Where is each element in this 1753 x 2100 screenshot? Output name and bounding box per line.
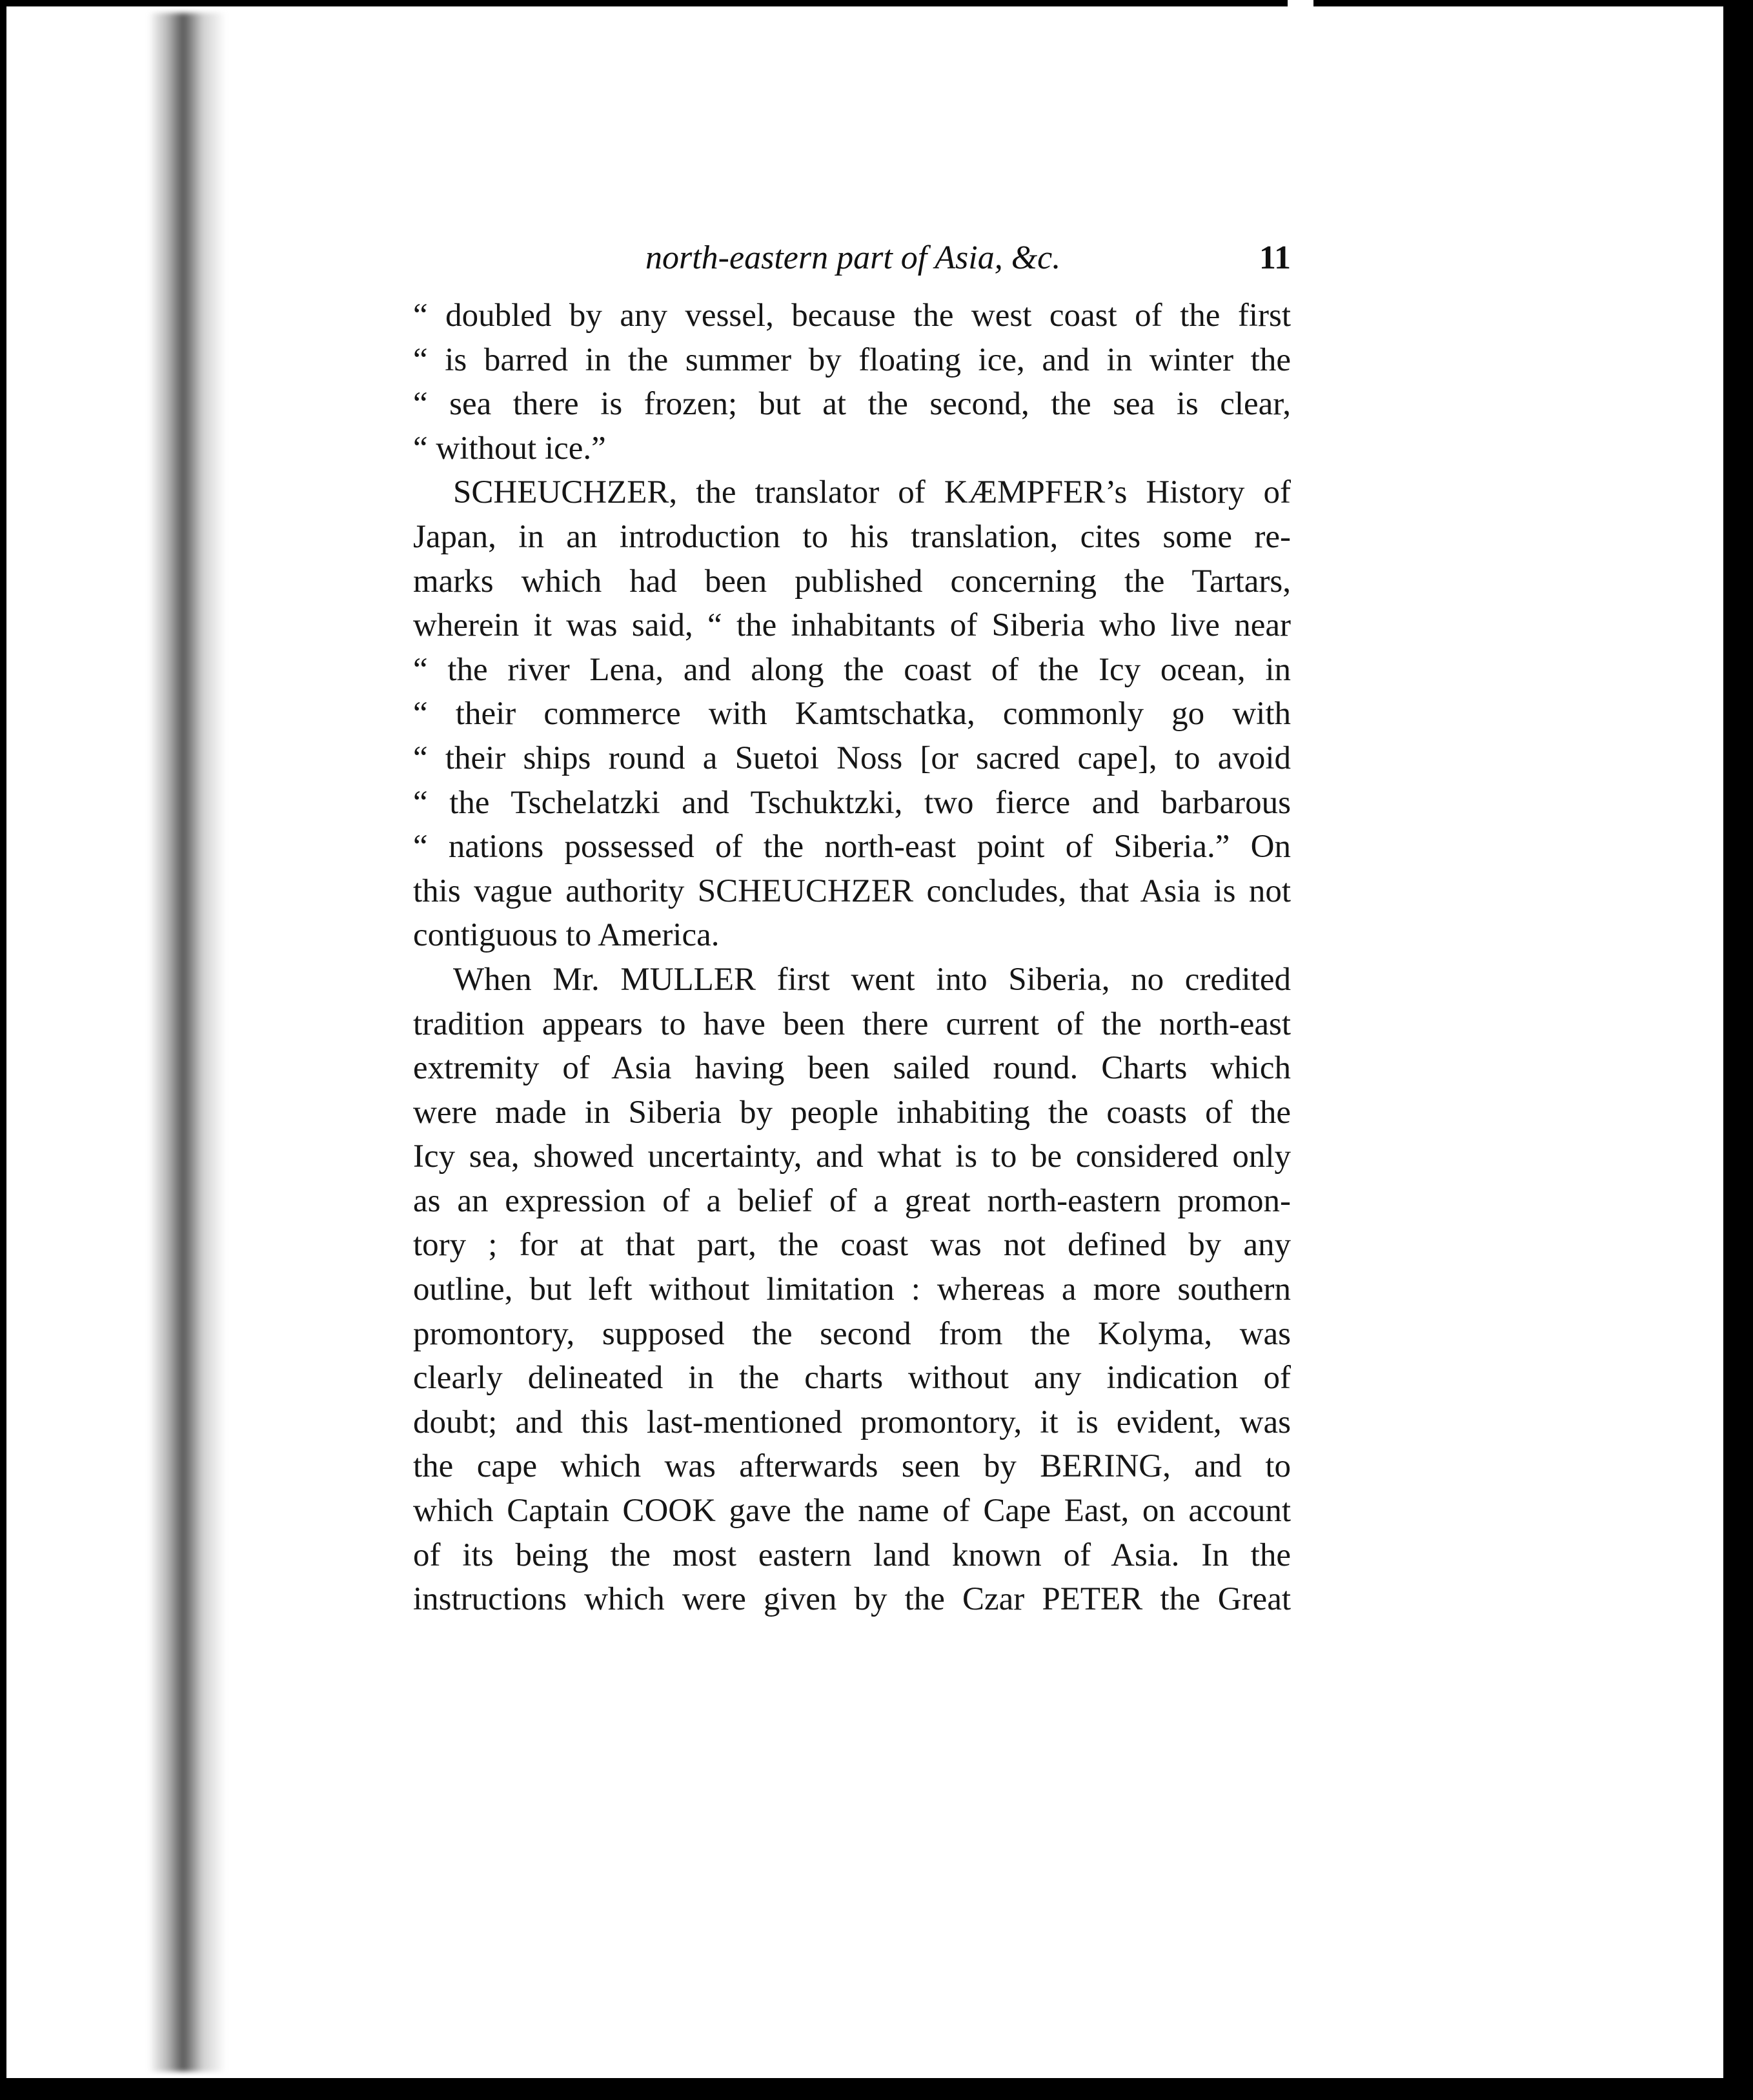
text-line: contiguous to America.: [413, 917, 720, 954]
text-line: “ sea there is frozen; but at the second, the sea is clear,: [413, 386, 1291, 423]
book-gutter-shadow: [148, 13, 226, 2072]
text-line: tory ; for at that part, the coast was not defined by any: [413, 1227, 1291, 1264]
text-line: “ their commerce with Kamtschatka, commonly go with: [413, 696, 1291, 732]
text-line: clearly delineated in the charts without any indication of: [413, 1360, 1291, 1397]
text-line: extremity of Asia having been sailed round. Charts which: [413, 1050, 1291, 1087]
text-line: marks which had been published concerning the Tartars,: [413, 563, 1291, 600]
text-line: SCHEUCHZER, the translator of KÆMPFER’s History of: [453, 474, 1291, 511]
text-line: “ their ships round a Suetoi Noss [or sacred cape], to avoid: [413, 740, 1291, 776]
text-line: When Mr. MULLER first went into Siberia, no credited: [453, 961, 1291, 998]
text-line: “ the Tschelatzki and Tschuktzki, two fierce and barbarous: [413, 784, 1291, 821]
text-line: this vague authority SCHEUCHZER concludes, that Asia is not: [413, 873, 1291, 909]
text-line: “ the river Lena, and along the coast of the Icy ocean, in: [413, 651, 1291, 688]
page-number: 11: [1259, 239, 1291, 276]
body-text: [413, 294, 1291, 1622]
text-line: “ without ice.”: [413, 430, 606, 467]
text-line: “ nations possessed of the north-east point of Siberia.” On: [413, 829, 1291, 865]
text-line: which Captain COOK gave the name of Cape East, on account: [413, 1493, 1291, 1530]
text-line: doubt; and this last-mentioned promontory, it is evident, was: [413, 1404, 1291, 1440]
text-line: wherein it was said, “ the inhabitants of Siberia who live near: [413, 607, 1291, 644]
text-line: tradition appears to have been there current of the north-east: [413, 1005, 1291, 1042]
text-line: as an expression of a belief of a great north-eastern promon-: [413, 1182, 1291, 1219]
running-title: north-eastern part of Asia, &c.: [645, 239, 1061, 276]
text-line: of its being the most eastern land known of Asia. In the: [413, 1537, 1291, 1573]
text-line: promontory, supposed the second from the Kolyma, was: [413, 1315, 1291, 1352]
text-line: “ doubled by any vessel, because the west coast of the first: [413, 298, 1291, 334]
running-header: [413, 239, 1291, 284]
text-line: outline, but left without limitation : whereas a more southern: [413, 1271, 1291, 1308]
text-line: instructions which were given by the Czar PETER the Great: [413, 1581, 1291, 1618]
text-line: “ is barred in the summer by floating ice, and in winter the: [413, 341, 1291, 378]
scan-edge-mark: [1288, 0, 1313, 9]
text-line: were made in Siberia by people inhabiting the coasts of the: [413, 1094, 1291, 1131]
text-line: Japan, in an introduction to his translation, cites some re-: [413, 518, 1291, 555]
text-line: Icy sea, showed uncertainty, and what is to be considered only: [413, 1138, 1291, 1175]
text-line: the cape which was afterwards seen by BERING, and to: [413, 1448, 1291, 1485]
